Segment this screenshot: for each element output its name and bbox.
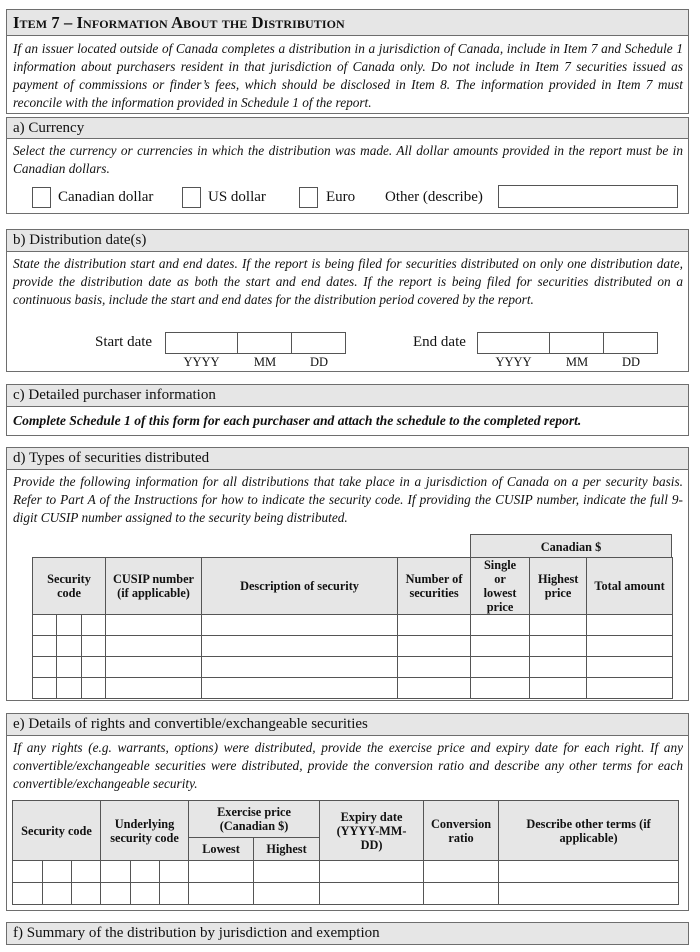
item-intro-text: If an issuer located outside of Canada completes a distribution in a jurisdiction of Canada, include in Item 7 and Schedule 1 information about purchasers resident in that jurisdiction of Canada only. Do not include in Item 7 securities issued as payment of commissions or finder’s fees, which should be disclosed in Item 8. The information provided in Item 7 must reconcile with the information provided in Schedule 1 of the report.	[13, 41, 683, 110]
other-currency-input[interactable]	[498, 185, 678, 208]
end-date-yyyy-label: YYYY	[495, 355, 532, 369]
underlying-code-cell[interactable]	[131, 861, 160, 883]
total-amount-cell[interactable]	[587, 657, 673, 678]
other-terms-cell[interactable]	[499, 861, 679, 883]
start-date-label: Start date	[95, 334, 153, 350]
expiry-date-cell[interactable]	[320, 861, 424, 883]
exercise-lowest-cell[interactable]	[189, 861, 254, 883]
security-code-cell[interactable]	[82, 636, 106, 657]
col-number-of-securities: Number of securities	[398, 558, 471, 615]
table-row	[13, 883, 679, 905]
section-e-instructions: If any rights (e.g. warrants, options) were distributed, provide the exercise price and expiry date for each right. If any convertible/exchangeable securities were distributed, provide the conversion ratio and describe any other terms for each convertible/exchangeable security.	[13, 740, 683, 791]
start-date-yyyy-input[interactable]	[166, 333, 238, 353]
table-row	[33, 636, 673, 657]
col-total-amount: Total amount	[587, 558, 673, 615]
security-code-cell[interactable]	[72, 883, 101, 905]
number-cell[interactable]	[398, 678, 471, 699]
security-code-cell[interactable]	[33, 678, 57, 699]
conversion-ratio-cell[interactable]	[424, 883, 499, 905]
table-row	[13, 861, 679, 883]
security-code-cell[interactable]	[43, 883, 72, 905]
highest-price-cell[interactable]	[530, 636, 587, 657]
total-amount-cell[interactable]	[587, 678, 673, 699]
number-cell[interactable]	[398, 615, 471, 636]
security-code-cell[interactable]	[57, 615, 82, 636]
security-code-cell[interactable]	[13, 861, 43, 883]
highest-price-cell[interactable]	[530, 657, 587, 678]
underlying-code-cell[interactable]	[101, 883, 131, 905]
col-exercise-price: Exercise price (Canadian $)	[189, 801, 320, 838]
table-row	[33, 657, 673, 678]
security-code-cell[interactable]	[33, 636, 57, 657]
label-us-dollar: US dollar	[208, 189, 266, 205]
col-description: Description of security	[202, 558, 398, 615]
exercise-lowest-cell[interactable]	[189, 883, 254, 905]
number-cell[interactable]	[398, 636, 471, 657]
single-lowest-price-cell[interactable]	[471, 636, 530, 657]
col-security-code: Security code	[13, 801, 101, 861]
label-canadian-dollar: Canadian dollar	[58, 189, 154, 205]
section-d-instructions: Provide the following information for all distributions that take place in a jurisdiction of Canada on a per security basis. Refer to Part A of the Instructions for how to indicate the security code. If providing the CUSIP number, indicate the full 9-digit CUSIP number assigned to the security being distributed.	[13, 474, 683, 525]
section-a-instructions: Select the currency or currencies in which the distribution was made. All dollar amounts provided in the report must be in Canadian dollars.	[13, 143, 683, 176]
other-terms-cell[interactable]	[499, 883, 679, 905]
underlying-code-cell[interactable]	[160, 883, 189, 905]
exercise-highest-cell[interactable]	[254, 883, 320, 905]
col-underlying-security-code: Underlying security code	[101, 801, 189, 861]
checkbox-canadian-dollar[interactable]	[32, 187, 51, 208]
number-cell[interactable]	[398, 657, 471, 678]
security-code-cell[interactable]	[13, 883, 43, 905]
label-other-describe: Other (describe)	[385, 189, 483, 205]
end-date-label: End date	[413, 334, 466, 350]
section-f-summary	[6, 922, 689, 945]
col-highest-price: Highest price	[530, 558, 587, 615]
security-code-cell[interactable]	[82, 615, 106, 636]
security-code-cell[interactable]	[33, 615, 57, 636]
section-b-heading: b) Distribution date(s)	[7, 230, 688, 252]
end-date-dd-label: DD	[621, 355, 641, 369]
start-date-yyyy-label: YYYY	[183, 355, 220, 369]
end-date-mm-label: MM	[565, 355, 589, 369]
end-date-yyyy-input[interactable]	[478, 333, 550, 353]
highest-price-cell[interactable]	[530, 678, 587, 699]
total-amount-cell[interactable]	[587, 636, 673, 657]
canadian-dollar-header: Canadian $	[471, 535, 672, 559]
security-code-cell[interactable]	[72, 861, 101, 883]
expiry-date-cell[interactable]	[320, 883, 424, 905]
securities-table	[32, 557, 673, 699]
item-title: Item 7 – Information About the Distribution	[7, 10, 688, 36]
security-code-cell[interactable]	[82, 678, 106, 699]
end-date-mm-input[interactable]	[550, 333, 603, 353]
section-c-purchaser-info	[6, 384, 689, 436]
col-conversion-ratio: Conversion ratio	[424, 801, 499, 861]
exercise-highest-cell[interactable]	[254, 861, 320, 883]
security-code-cell[interactable]	[57, 636, 82, 657]
security-code-cell[interactable]	[57, 678, 82, 699]
cusip-cell[interactable]	[106, 678, 202, 699]
start-date-mm-label: MM	[253, 355, 277, 369]
col-single-lowest-price: Single or lowest price	[471, 558, 530, 615]
start-date-field	[165, 332, 346, 354]
description-cell[interactable]	[202, 636, 398, 657]
end-date-field	[477, 332, 658, 354]
total-amount-cell[interactable]	[587, 615, 673, 636]
start-date-dd-input[interactable]	[292, 333, 345, 353]
section-a-heading: a) Currency	[7, 117, 688, 139]
description-cell[interactable]	[202, 657, 398, 678]
rights-table	[12, 800, 679, 905]
cusip-cell[interactable]	[106, 657, 202, 678]
security-code-cell[interactable]	[33, 657, 57, 678]
checkbox-us-dollar[interactable]	[182, 187, 201, 208]
security-code-cell[interactable]	[43, 861, 72, 883]
section-c-heading: c) Detailed purchaser information	[7, 385, 688, 407]
section-e-heading: e) Details of rights and convertible/exchangeable securities	[7, 714, 688, 736]
cusip-cell[interactable]	[106, 636, 202, 657]
highest-price-cell[interactable]	[530, 615, 587, 636]
col-expiry-date: Expiry date (YYYY-MM-DD)	[320, 801, 424, 861]
label-euro: Euro	[326, 189, 356, 205]
col-exercise-lowest: Lowest	[189, 838, 254, 861]
underlying-code-cell[interactable]	[131, 883, 160, 905]
underlying-code-cell[interactable]	[160, 861, 189, 883]
start-date-mm-input[interactable]	[238, 333, 291, 353]
table-row	[33, 615, 673, 636]
table-row	[33, 678, 673, 699]
col-security-code: Security code	[33, 558, 106, 615]
conversion-ratio-cell[interactable]	[424, 861, 499, 883]
section-c-instructions: Complete Schedule 1 of this form for each purchaser and attach the schedule to the completed report.	[13, 413, 582, 428]
underlying-code-cell[interactable]	[101, 861, 131, 883]
single-lowest-price-cell[interactable]	[471, 615, 530, 636]
canadian-dollar-group-header	[470, 534, 672, 559]
description-cell[interactable]	[202, 615, 398, 636]
item-7-section	[6, 9, 689, 114]
description-cell[interactable]	[202, 678, 398, 699]
cusip-cell[interactable]	[106, 615, 202, 636]
col-exercise-highest: Highest	[254, 838, 320, 861]
start-date-dd-label: DD	[309, 355, 329, 369]
security-code-cell[interactable]	[57, 657, 82, 678]
col-cusip-number: CUSIP number (if applicable)	[106, 558, 202, 615]
section-d-heading: d) Types of securities distributed	[7, 448, 688, 470]
single-lowest-price-cell[interactable]	[471, 657, 530, 678]
end-date-dd-input[interactable]	[604, 333, 657, 353]
security-code-cell[interactable]	[82, 657, 106, 678]
single-lowest-price-cell[interactable]	[471, 678, 530, 699]
checkbox-euro[interactable]	[299, 187, 318, 208]
section-b-instructions: State the distribution start and end dates. If the report is being filed for securities distributed on only one distribution date, provide the distribution date as both the start and end dates. If the report is being filed for securities distributed on a continuous basis, include the start and end dates for the distribution period covered by the report.	[13, 256, 683, 307]
col-other-terms: Describe other terms (if applicable)	[499, 801, 679, 861]
section-f-heading: f) Summary of the distribution by jurisdiction and exemption	[7, 923, 688, 944]
